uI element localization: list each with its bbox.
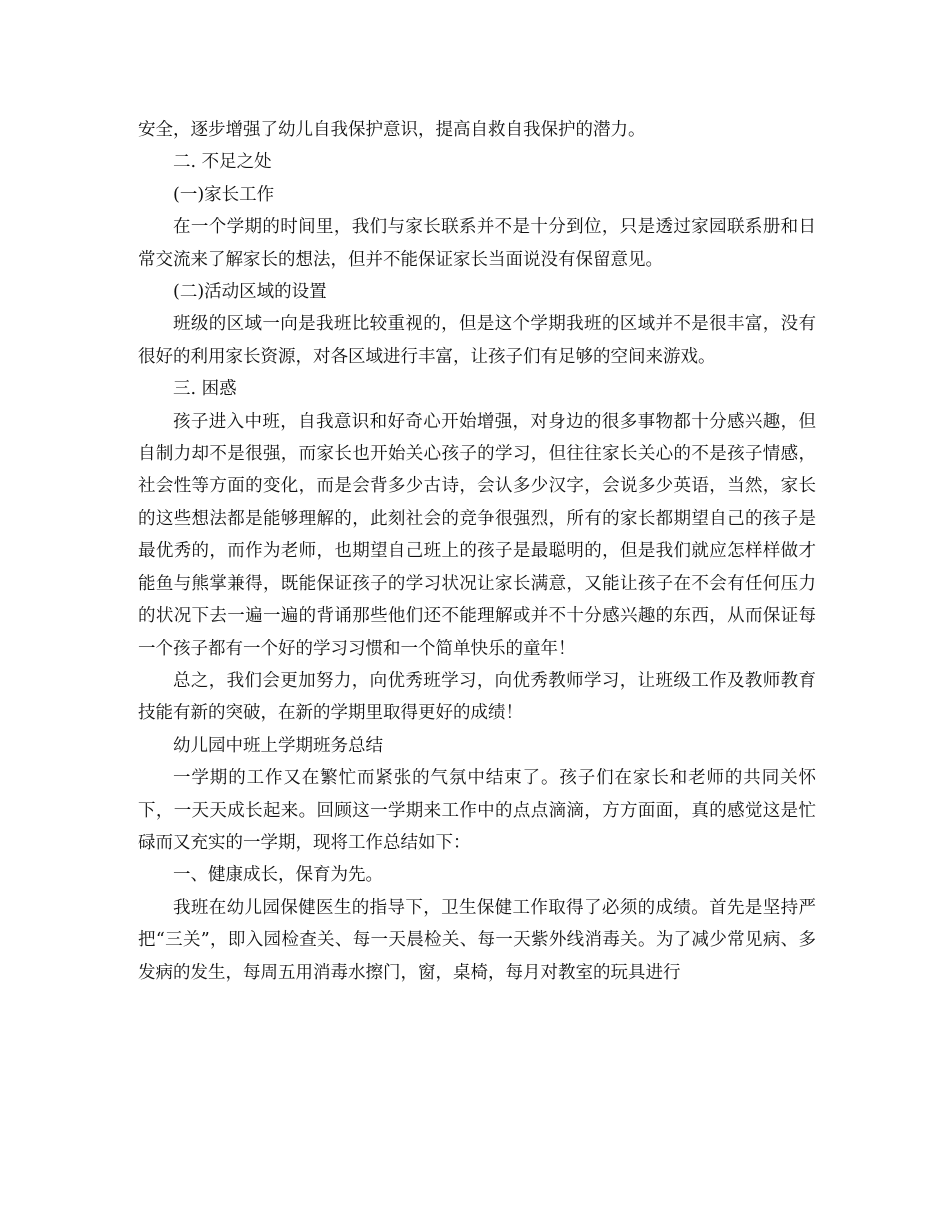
paragraph-health: 我班在幼儿园保健医生的指导下，卫生保健工作取得了必须的成绩。首先是坚持严把“三关”，即入园检查关、每一天晨检关、每一天紫外线消毒关。为了减少常见病、多发病的发生，每周五用消毒水擦门，窗，桌椅，每月对教室的玩具进行 — [138, 897, 816, 983]
section-heading-health: 一、健康成长，保育为先。 — [173, 865, 383, 886]
paragraph-intro: 一学期的工作又在繁忙而紧张的气氛中结束了。孩子们在家长和老师的共同关怀下，一天天成长起来。回顾这一学期来工作中的点点滴滴，方方面面，真的感觉这是忙碌而又充实的一学期，现将工作总结如下： — [138, 768, 816, 853]
section-heading-shortcomings: 二. 不足之处 — [173, 152, 272, 173]
paragraph-conclusion: 总之，我们会更加努力，向优秀班学习，向优秀教师学习，让班级工作及教师教育技能有新的突破，在新的学期里取得更好的成绩！ — [138, 670, 816, 724]
section-heading-confusion: 三. 困惑 — [173, 379, 237, 400]
paragraph-continuation: 安全，逐步增强了幼儿自我保护意识，提高自救自我保护的潜力。 — [138, 120, 646, 140]
paragraph-confusion: 孩子进入中班，自我意识和好奇心开始增强，对身边的很多事物都十分感兴趣，但自制力却不是很强，而家长也开始关心孩子的学习，但往往家长关心的不是孩子情感，社会性等方面的变化，而是会背多少古诗，会认多少汉字，会说多少英语，当然，家长的这些想法都是能够理解的，此刻社会的竞争很强烈，所有的家长都期望自己的孩子是最优秀的，而作为老师，也期望自己班上的孩子是最聪明的，但是我们就应怎样样做才能鱼与熊掌兼得，既能保证孩子的学习状况让家长满意，又能让孩子在不会有任何压力的状况下去一遍一遍的背诵那些他们还不能理解或并不十分感兴趣的东西，从而保证每一个孩子都有一个好的学习习惯和一个简单快乐的童年！ — [138, 411, 816, 659]
subheading-parent-work: (一)家长工作 — [173, 184, 275, 205]
subheading-activity-areas: (二)活动区域的设置 — [173, 282, 327, 303]
summary-title: 幼儿园中班上学期班务总结 — [173, 735, 383, 756]
document-body — [138, 114, 816, 989]
paragraph-activity-areas: 班级的区域一向是我班比较重视的，但是这个学期我班的区域并不是很丰富，没有很好的利用家长资源，对各区域进行丰富，让孩子们有足够的空间来游戏。 — [138, 314, 816, 367]
paragraph-parent-work: 在一个学期的时间里，我们与家长联系并不是十分到位，只是透过家园联系册和日常交流来了解家长的想法，但并不能保证家长当面说没有保留意见。 — [138, 217, 816, 270]
